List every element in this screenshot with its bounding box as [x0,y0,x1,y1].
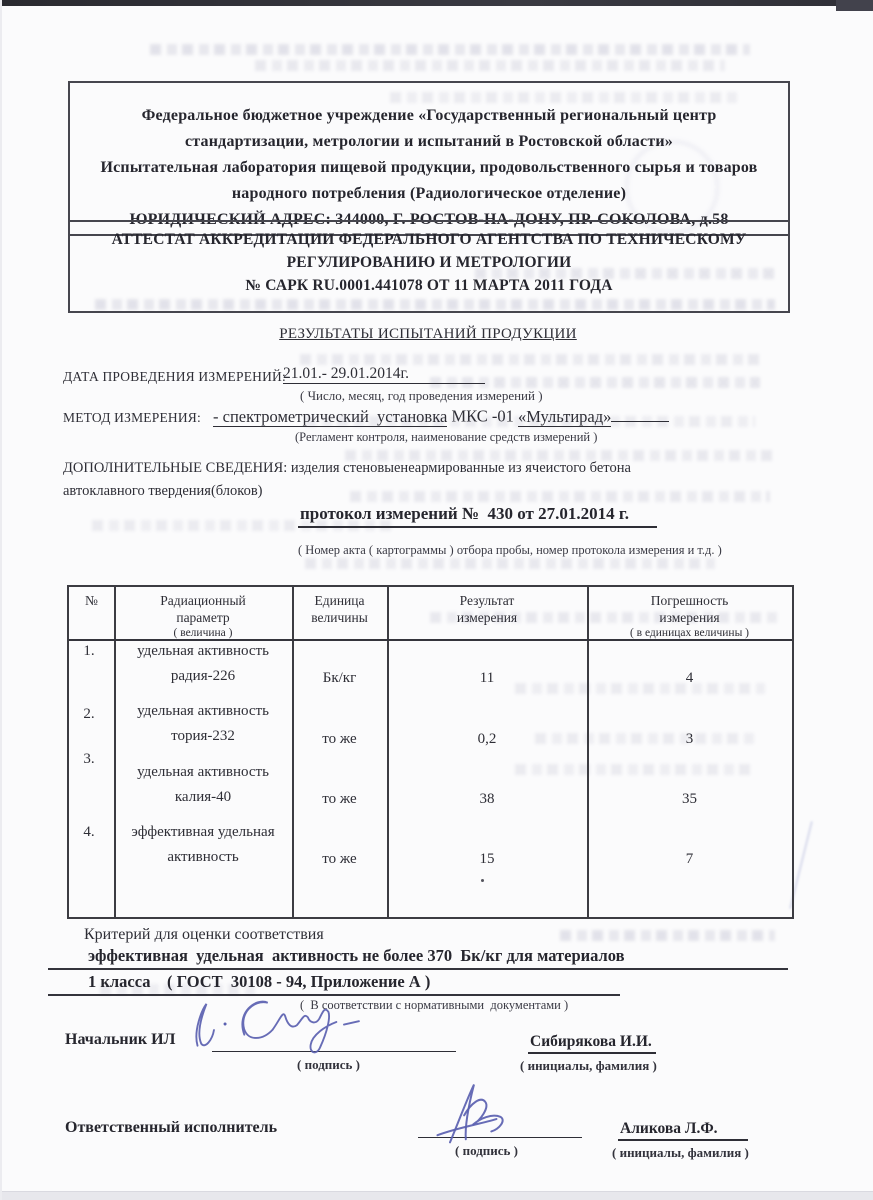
criteria-caption: ( В соответствии с нормативными документами ) [300,998,569,1012]
table-row-result: 15 [479,851,495,867]
table-row-param: тория-232 [171,728,235,744]
table-row-param: калия-40 [174,789,232,805]
method-value-part: «Мультирад» [517,406,612,426]
signature-ink-executor [426,1074,541,1152]
accreditation-number: № САРК RU.0001.441078 ОТ 11 МАРТА 2011 ГОДА [245,277,613,294]
signature-caption: ( подпись ) [297,1057,360,1072]
table-row-param: удельная активность [137,643,269,659]
table-header-num: № [85,593,98,608]
table-header-error: измерения [659,610,720,625]
table-row-result: 0,2 [477,731,497,747]
method-caption: (Регламент контроля, наименование средств измерений ) [295,430,598,444]
table-row-num: 4. [83,824,95,840]
measurement-date-value: 21.01.- 29.01.2014г. [283,364,485,384]
protocol-caption: ( Номер акта ( картограммы ) отбора пробы, номер протокола измерения и т.д. ) [298,543,722,557]
table-header-result: Результат [459,593,515,608]
table-header-param-caption: ( величина ) [173,627,233,639]
organization-name-line: Федеральное бюджетное учреждение «Государственный региональный центр [141,107,717,124]
organization-header-box [68,81,790,236]
table-header-unit: Единица [314,593,365,608]
scan-edge-bottom [0,1191,873,1200]
table-row-error: 4 [685,670,694,686]
table-row-param: удельная активность [137,764,269,780]
organization-name-line: стандартизации, метрологии и испытаний в Ростовской области» [185,133,673,150]
table-header-param: Радиационный [160,593,246,608]
method-value [213,404,669,427]
signer-name: Сибирякова И.И. [528,1032,656,1054]
accreditation-box [68,220,790,313]
table-header-unit: величины [311,610,368,625]
signer-role: Начальник ИЛ [65,1031,176,1048]
legal-address: ЮРИДИЧЕСКИЙ АДРЕС: 344000, Г. РОСТОВ-НА-ДОНУ, ПР. СОКОЛОВА, д.58 [129,211,729,228]
protocol-number: протокол измерений № 430 от 27.01.2014 г. [298,503,657,528]
method-value-part: - спектрометрический установка [213,406,448,426]
table-header-result: измерения [456,610,518,625]
bleed-through-artifact [560,930,775,941]
additional-info-line: автоклавного твердения(блоков) [63,483,263,499]
table-row-result: 38 [479,791,495,807]
table-row-error: 35 [682,791,697,807]
table-header-error: Погрешность [650,593,729,608]
table-row-param: активность [167,849,239,865]
page-title: РЕЗУЛЬТАТЫ ИСПЫТАНИЙ ПРОДУКЦИИ [279,326,577,342]
table-row-param: радия-226 [170,668,236,684]
criteria-label: Критерий для оценки соответствия [84,926,324,943]
table-row-param: эффективная удельная [131,824,275,840]
scan-speck [481,879,484,882]
signer-name-caption: ( инициалы, фамилия ) [520,1058,657,1073]
table-row-error: 3 [685,731,694,747]
table-header-param: параметр [176,610,230,625]
accreditation-line: АТТЕСТАТ АККРЕДИТАЦИИ ФЕДЕРАЛЬНОГО АГЕНТСТВА ПО ТЕХНИЧЕСКОМУ [111,231,747,248]
table-row-result: 11 [479,670,495,686]
table-row-num: 3. [83,751,95,767]
laboratory-name-line: Испытательная лаборатория пищевой продукции, продовольственного сырья и товаров [100,159,758,176]
scan-edge-left [0,0,2,1200]
method-label: МЕТОД ИЗМЕРЕНИЯ: [63,410,201,425]
laboratory-name-line: народного потребления (Радиологическое отделение) [231,185,627,202]
bleed-through-artifact [255,60,725,71]
table-row-num: 2. [83,706,95,722]
table-row-unit: Бк/кг [322,670,357,686]
additional-info-line: ДОПОЛНИТЕЛЬНЫЕ СВЕДЕНИЯ: изделия стеновыенеармированные из ячеистого бетона [63,460,631,476]
bleed-through-artifact [305,558,715,569]
signer-name-caption: ( инициалы, фамилия ) [612,1145,749,1160]
scan-edge-top [0,0,873,6]
table-row-param: удельная активность [137,703,269,719]
scan-corner-mark [836,0,873,11]
table-row-unit: то же [322,851,357,867]
criteria-underline [48,968,788,970]
bleed-through-artifact [150,44,750,55]
method-value-part: МКС -01 [447,406,518,426]
table-row-unit: то же [322,731,357,747]
measurement-date-caption: ( Число, месяц, год проведения измерений ) [300,388,543,403]
table-row-num: 1. [83,643,95,659]
criteria-line: эффективная удельная активность не более 370 Бк/кг для материалов [88,946,625,965]
signer-role: Ответственный исполнитель [65,1119,278,1136]
signer-name: Аликова Л.Ф. [618,1119,748,1141]
accreditation-line: РЕГУЛИРОВАНИЮ И МЕТРОЛОГИИ [286,254,572,271]
bleed-through-artifact [350,491,770,502]
measurement-date-label: ДАТА ПРОВЕДЕНИЯ ИЗМЕРЕНИЙ: [63,369,286,384]
signature-ink-head-of-lab [171,988,383,1061]
method-value-trailing-line [611,404,669,422]
results-table [67,585,794,919]
criteria-line: 1 класса ( ГОСТ 30108 - 94, Приложение А ) [88,972,431,991]
signature-caption: ( подпись ) [455,1143,518,1158]
table-header-error-caption: ( в единицах величины ) [629,627,750,639]
table-row-error: 7 [685,851,694,867]
table-row-unit: то же [322,791,357,807]
